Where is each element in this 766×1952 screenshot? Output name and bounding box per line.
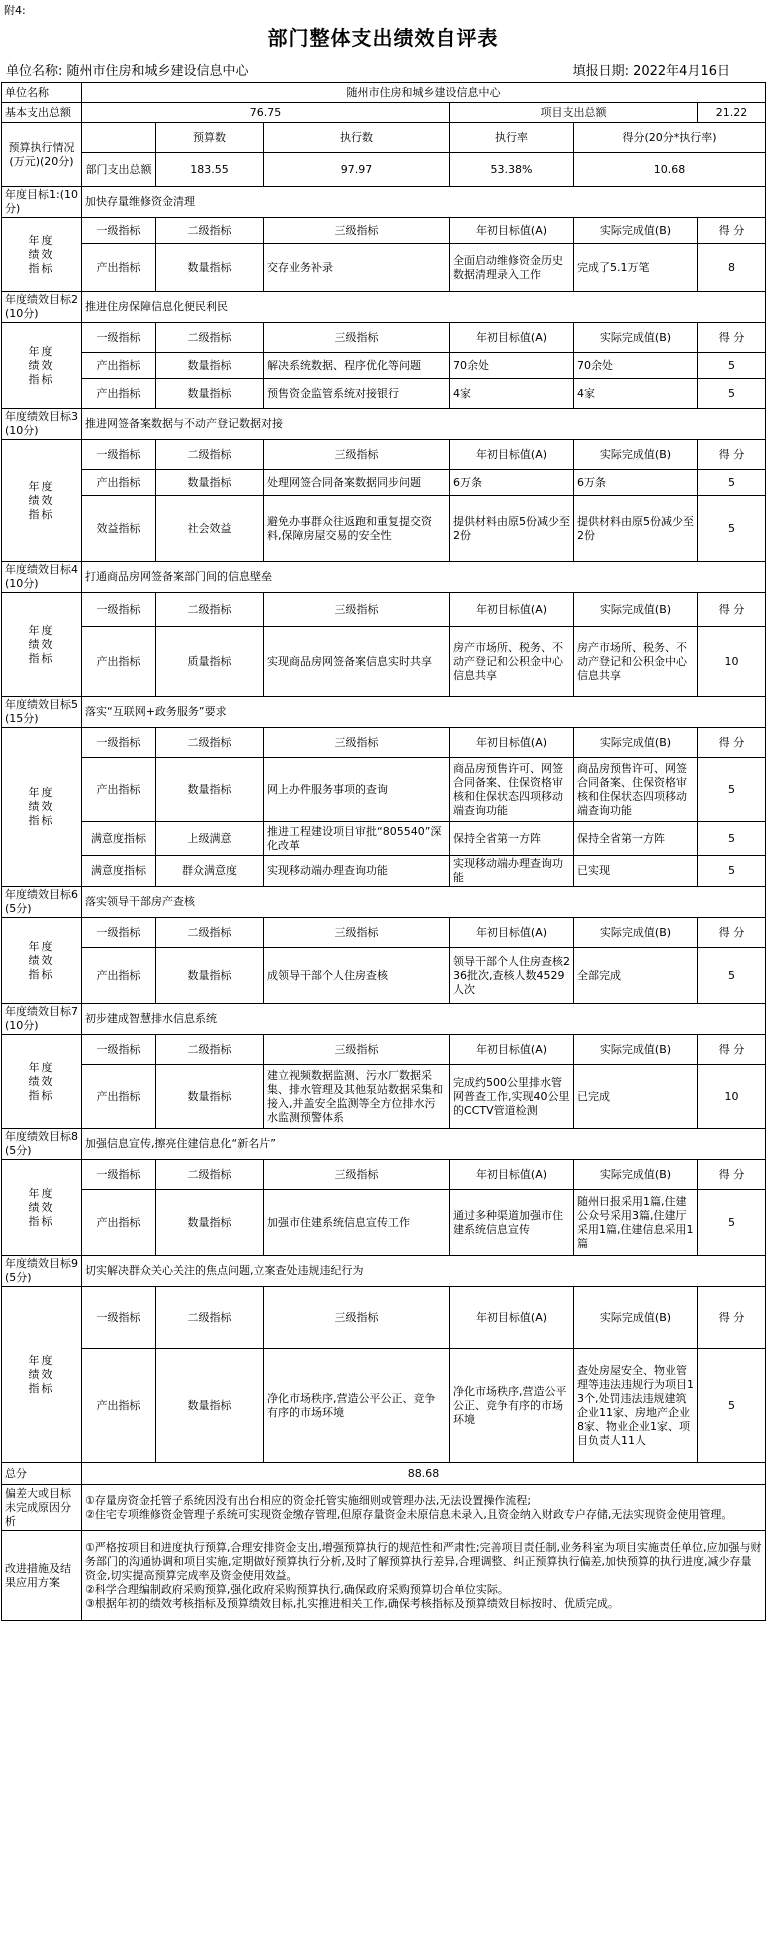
score-header: 得 分 bbox=[698, 218, 766, 244]
level2-header: 二级指标 bbox=[156, 918, 264, 948]
indicator-row bbox=[2, 1065, 766, 1129]
yearly-indicator-label bbox=[2, 1035, 82, 1129]
score-header: 得 分 bbox=[698, 323, 766, 353]
indicator-row bbox=[2, 822, 766, 856]
target-header: 年初目标值(A) bbox=[450, 323, 574, 353]
indicator-header-row bbox=[2, 323, 766, 353]
target-value: 保持全省第一方阵 bbox=[450, 822, 574, 856]
actual-value: 查处房屋安全、物业管理等违法违规行为项目13个,处罚违法违规建筑企业11家、房地产企业8家、物业企业1家、项目负责人11人 bbox=[574, 1349, 698, 1463]
yearly-indicator-word: 年度 bbox=[28, 233, 55, 247]
goal-row bbox=[2, 187, 766, 218]
goal-text: 落实领导干部房产查核 bbox=[82, 887, 766, 918]
level3-header: 三级指标 bbox=[264, 593, 450, 627]
actual-header: 实际完成值(B) bbox=[574, 728, 698, 758]
level2-indicator: 数量指标 bbox=[156, 758, 264, 822]
level2-header: 二级指标 bbox=[156, 1287, 264, 1349]
score-value: 5 bbox=[698, 470, 766, 496]
actual-header: 实际完成值(B) bbox=[574, 1035, 698, 1065]
level1-header: 一级指标 bbox=[82, 440, 156, 470]
level2-header: 二级指标 bbox=[156, 440, 264, 470]
level3-header: 三级指标 bbox=[264, 323, 450, 353]
yearly-indicator-word: 指标 bbox=[28, 651, 55, 665]
level1-header: 一级指标 bbox=[82, 1160, 156, 1190]
score-header: 得 分 bbox=[698, 1035, 766, 1065]
yearly-indicator-word: 指标 bbox=[28, 1088, 55, 1102]
goal-row bbox=[2, 1129, 766, 1160]
target-value: 70余处 bbox=[450, 353, 574, 379]
level2-header: 二级指标 bbox=[156, 1035, 264, 1065]
level2-header: 二级指标 bbox=[156, 728, 264, 758]
basic-expense-label: 基本支出总额 bbox=[2, 103, 82, 123]
level1-indicator: 产出指标 bbox=[82, 470, 156, 496]
unit-row-label: 单位名称 bbox=[2, 83, 82, 103]
budget-value-row bbox=[2, 153, 766, 187]
indicator-row bbox=[2, 1190, 766, 1256]
actual-header: 实际完成值(B) bbox=[574, 440, 698, 470]
yearly-indicator-word: 指标 bbox=[28, 1381, 55, 1395]
level1-indicator: 产出指标 bbox=[82, 627, 156, 697]
level1-indicator: 产出指标 bbox=[82, 244, 156, 292]
indicator-row bbox=[2, 244, 766, 292]
actual-header: 实际完成值(B) bbox=[574, 593, 698, 627]
yearly-indicator-word: 绩效 bbox=[28, 358, 55, 372]
level1-indicator: 产出指标 bbox=[82, 379, 156, 409]
score-header: 得 分 bbox=[698, 1287, 766, 1349]
score-value: 10 bbox=[698, 1065, 766, 1129]
score-header: 得 分 bbox=[698, 1160, 766, 1190]
level1-header: 一级指标 bbox=[82, 728, 156, 758]
yearly-indicator-word: 指标 bbox=[28, 814, 55, 827]
level3-indicator: 加强市住建系统信息宣传工作 bbox=[264, 1190, 450, 1256]
actual-header: 实际完成值(B) bbox=[574, 918, 698, 948]
goal-row bbox=[2, 887, 766, 918]
evaluation-table bbox=[1, 82, 766, 1621]
level1-header: 一级指标 bbox=[82, 1035, 156, 1065]
level3-indicator: 处理网签合同备案数据同步问题 bbox=[264, 470, 450, 496]
goal-row bbox=[2, 409, 766, 440]
yearly-indicator-label bbox=[2, 323, 82, 409]
level2-indicator: 社会效益 bbox=[156, 496, 264, 562]
indicator-row bbox=[2, 758, 766, 822]
actual-value: 保持全省第一方阵 bbox=[574, 822, 698, 856]
score-value: 5 bbox=[698, 856, 766, 887]
actual-value: 随州日报采用1篇,住建公众号采用3篇,住建厅采用1篇,住建信息采用1篇 bbox=[574, 1190, 698, 1256]
score-header: 得 分 bbox=[698, 440, 766, 470]
actual-value: 已实现 bbox=[574, 856, 698, 887]
goal-row bbox=[2, 697, 766, 728]
yearly-indicator-word: 指标 bbox=[28, 1214, 55, 1228]
indicator-row bbox=[2, 627, 766, 697]
yearly-indicator-word: 绩效 bbox=[28, 637, 55, 651]
level2-header: 二级指标 bbox=[156, 218, 264, 244]
budget-number-header: 预算数 bbox=[156, 123, 264, 153]
level3-indicator: 推进工程建设项目审批“805540”深化改革 bbox=[264, 822, 450, 856]
yearly-indicator-word: 年度 bbox=[28, 479, 55, 493]
target-header: 年初目标值(A) bbox=[450, 1160, 574, 1190]
target-value: 6万条 bbox=[450, 470, 574, 496]
actual-value: 4家 bbox=[574, 379, 698, 409]
level1-header: 一级指标 bbox=[82, 323, 156, 353]
target-value: 领导干部个人住房查核236批次,查核人数4529人次 bbox=[450, 948, 574, 1004]
target-value: 提供材料由原5份减少至2份 bbox=[450, 496, 574, 562]
target-header: 年初目标值(A) bbox=[450, 218, 574, 244]
indicator-row bbox=[2, 856, 766, 887]
indicator-header-row bbox=[2, 218, 766, 244]
actual-value: 商品房预售许可、网签合同备案、住保资格审核和住保状态四项移动端查询功能 bbox=[574, 758, 698, 822]
level1-indicator: 产出指标 bbox=[82, 758, 156, 822]
actual-header: 实际完成值(B) bbox=[574, 1287, 698, 1349]
yearly-indicator-word: 绩效 bbox=[28, 1367, 55, 1381]
level2-indicator: 上级满意 bbox=[156, 822, 264, 856]
level1-header: 一级指标 bbox=[82, 918, 156, 948]
level3-indicator: 建立视频数据监测、污水厂数据采集、排水管理及其他泵站数据采集和接入,并盖安全监测等全方位排水污水监测预警体系 bbox=[264, 1065, 450, 1129]
yearly-indicator-word: 年度 bbox=[28, 1186, 55, 1200]
indicator-header-row bbox=[2, 593, 766, 627]
improvement-row bbox=[2, 1531, 766, 1621]
level3-header: 三级指标 bbox=[264, 440, 450, 470]
level1-header: 一级指标 bbox=[82, 593, 156, 627]
yearly-indicator-word: 年度 bbox=[28, 939, 55, 953]
level2-indicator: 数量指标 bbox=[156, 244, 264, 292]
improvement-label: 改进措施及结果应用方案 bbox=[2, 1531, 82, 1621]
executed-header: 执行数 bbox=[264, 123, 450, 153]
project-expense-label: 项目支出总额 bbox=[450, 103, 698, 123]
score-value: 8 bbox=[698, 244, 766, 292]
goal-row bbox=[2, 1004, 766, 1035]
total-row bbox=[2, 1463, 766, 1485]
total-value: 88.68 bbox=[82, 1463, 766, 1485]
level3-indicator: 实现商品房网签备案信息实时共享 bbox=[264, 627, 450, 697]
score-value: 5 bbox=[698, 496, 766, 562]
indicator-row bbox=[2, 1349, 766, 1463]
level1-indicator: 产出指标 bbox=[82, 353, 156, 379]
level1-indicator: 产出指标 bbox=[82, 1065, 156, 1129]
level1-indicator: 产出指标 bbox=[82, 1190, 156, 1256]
level3-indicator: 网上办件服务事项的查询 bbox=[264, 758, 450, 822]
budget-score-value: 10.68 bbox=[574, 153, 766, 187]
department-total-label: 部门支出总额 bbox=[82, 153, 156, 187]
indicator-row bbox=[2, 379, 766, 409]
unit-name-value: 随州市住房和城乡建设信息中心 bbox=[66, 64, 249, 79]
actual-value: 完成了5.1万笔 bbox=[574, 244, 698, 292]
actual-header: 实际完成值(B) bbox=[574, 218, 698, 244]
level3-header: 三级指标 bbox=[264, 1035, 450, 1065]
level3-header: 三级指标 bbox=[264, 218, 450, 244]
actual-value: 已完成 bbox=[574, 1065, 698, 1129]
actual-value: 提供材料由原5份减少至2份 bbox=[574, 496, 698, 562]
goal-label: 年度绩效目标5(15分) bbox=[2, 697, 82, 728]
score-value: 5 bbox=[698, 1349, 766, 1463]
target-header: 年初目标值(A) bbox=[450, 593, 574, 627]
yearly-indicator-label bbox=[2, 728, 82, 887]
deviation-label: 偏差大或目标未完成原因分析 bbox=[2, 1485, 82, 1531]
yearly-indicator-word: 指标 bbox=[28, 507, 55, 521]
indicator-header-row bbox=[2, 440, 766, 470]
basic-expense-value: 76.75 bbox=[82, 103, 450, 123]
goal-text: 切实解决群众关心关注的焦点问题,立案查处违规违纪行为 bbox=[82, 1256, 766, 1287]
yearly-indicator-label bbox=[2, 1287, 82, 1463]
level3-indicator: 解决系统数据、程序优化等问题 bbox=[264, 353, 450, 379]
level1-header: 一级指标 bbox=[82, 1287, 156, 1349]
level2-indicator: 群众满意度 bbox=[156, 856, 264, 887]
goal-text: 加强信息宣传,擦亮住建信息化“新名片” bbox=[82, 1129, 766, 1160]
target-value: 商品房预售许可、网签合同备案、住保资格审核和住保状态四项移动端查询功能 bbox=[450, 758, 574, 822]
indicator-header-row bbox=[2, 728, 766, 758]
unit-row-value: 随州市住房和城乡建设信息中心 bbox=[82, 83, 766, 103]
goal-label: 年度绩效目标8(5分) bbox=[2, 1129, 82, 1160]
yearly-indicator-word: 指标 bbox=[28, 372, 55, 386]
level1-indicator: 效益指标 bbox=[82, 496, 156, 562]
indicator-header-row bbox=[2, 918, 766, 948]
goal-text: 推进住房保障信息化便民利民 bbox=[82, 292, 766, 323]
score-value: 5 bbox=[698, 948, 766, 1004]
indicator-header-row bbox=[2, 1160, 766, 1190]
actual-header: 实际完成值(B) bbox=[574, 1160, 698, 1190]
improvement-text bbox=[82, 1531, 766, 1621]
yearly-indicator-label bbox=[2, 218, 82, 292]
level2-indicator: 数量指标 bbox=[156, 379, 264, 409]
target-value: 完成约500公里排水管网普查工作,实现40公里的CCTV管道检测 bbox=[450, 1065, 574, 1129]
unit-name-label: 单位名称: bbox=[6, 64, 63, 79]
target-value: 通过多种渠道加强市住建系统信息宣传 bbox=[450, 1190, 574, 1256]
yearly-indicator-word: 绩效 bbox=[28, 493, 55, 507]
budget-label: 预算执行情况(万元)(20分) bbox=[2, 123, 82, 187]
executed-value: 97.97 bbox=[264, 153, 450, 187]
level3-indicator: 成领导干部个人住房查核 bbox=[264, 948, 450, 1004]
target-header: 年初目标值(A) bbox=[450, 1035, 574, 1065]
level3-indicator: 避免办事群众往返跑和重复提交资料,保障房屋交易的安全性 bbox=[264, 496, 450, 562]
level2-indicator: 数量指标 bbox=[156, 1190, 264, 1256]
actual-value: 全部完成 bbox=[574, 948, 698, 1004]
level1-indicator: 满意度指标 bbox=[82, 856, 156, 887]
fill-date: 填报日期: 2022年4月16日 bbox=[572, 64, 730, 79]
yearly-indicator-word: 指标 bbox=[28, 967, 55, 981]
yearly-indicator-word: 年度 bbox=[28, 786, 55, 799]
yearly-indicator-label bbox=[2, 593, 82, 697]
score-value: 5 bbox=[698, 379, 766, 409]
deviation-row bbox=[2, 1485, 766, 1531]
target-value: 全面启动维修资金历史数据清理录入工作 bbox=[450, 244, 574, 292]
indicator-row bbox=[2, 496, 766, 562]
score-header: 得 分 bbox=[698, 728, 766, 758]
yearly-indicator-word: 年度 bbox=[28, 1060, 55, 1074]
score-value: 5 bbox=[698, 822, 766, 856]
goal-label: 年度绩效目标3(10分) bbox=[2, 409, 82, 440]
yearly-indicator-word: 年度 bbox=[28, 344, 55, 358]
actual-value: 6万条 bbox=[574, 470, 698, 496]
header-info bbox=[6, 57, 760, 79]
target-value: 4家 bbox=[450, 379, 574, 409]
yearly-indicator-label bbox=[2, 1160, 82, 1256]
level3-header: 三级指标 bbox=[264, 918, 450, 948]
level2-indicator: 数量指标 bbox=[156, 353, 264, 379]
actual-value: 70余处 bbox=[574, 353, 698, 379]
actual-header: 实际完成值(B) bbox=[574, 323, 698, 353]
project-expense-value: 21.22 bbox=[698, 103, 766, 123]
level3-header: 三级指标 bbox=[264, 1287, 450, 1349]
target-header: 年初目标值(A) bbox=[450, 918, 574, 948]
page-title: 部门整体支出绩效自评表 bbox=[267, 26, 499, 50]
level3-indicator: 净化市场秩序,营造公平公正、竞争有序的市场环境 bbox=[264, 1349, 450, 1463]
execution-rate-header: 执行率 bbox=[450, 123, 574, 153]
goal-label: 年度绩效目标4(10分) bbox=[2, 562, 82, 593]
level3-indicator: 交存业务补录 bbox=[264, 244, 450, 292]
budget-empty-cell bbox=[82, 123, 156, 153]
goal-row bbox=[2, 292, 766, 323]
basic-row bbox=[2, 103, 766, 123]
level3-header: 三级指标 bbox=[264, 728, 450, 758]
goal-row bbox=[2, 1256, 766, 1287]
level2-indicator: 数量指标 bbox=[156, 1065, 264, 1129]
level2-header: 二级指标 bbox=[156, 1160, 264, 1190]
unit-name bbox=[6, 60, 249, 79]
improvement-line: ①严格按项目和进度执行预算,合理安排资金支出,增强预算执行的规范性和严肃性;完善项目责任制,业务科室为项目实施责任单位,应加强与财务部门的沟通协调和项目实施,定期做好预算执行分析,及时了解预算执行差异,合理调整、纠正预算执行偏差,加快预算的执行进度,减少存量资金,切实提高预算完成率及资金使用效益。 bbox=[85, 1540, 762, 1582]
level2-indicator: 数量指标 bbox=[156, 470, 264, 496]
indicator-header-row bbox=[2, 1035, 766, 1065]
deviation-line: ②住宅专项维修资金管理子系统可实现资金缴存管理,但原存量资金未原信息未录入,且资金纳入财政专户存储,无法实现资金使用管理。 bbox=[85, 1507, 733, 1521]
level2-indicator: 数量指标 bbox=[156, 1349, 264, 1463]
yearly-indicator-word: 绩效 bbox=[28, 800, 55, 813]
unit-row bbox=[2, 83, 766, 103]
yearly-indicator-word: 绩效 bbox=[28, 953, 55, 967]
yearly-indicator-word: 绩效 bbox=[28, 1074, 55, 1088]
level3-indicator: 实现移动端办理查询功能 bbox=[264, 856, 450, 887]
score-header: 得 分 bbox=[698, 918, 766, 948]
level2-indicator: 数量指标 bbox=[156, 948, 264, 1004]
budget-header-row bbox=[2, 123, 766, 153]
yearly-indicator-word: 绩效 bbox=[28, 247, 55, 261]
score-value: 5 bbox=[698, 353, 766, 379]
level1-indicator: 产出指标 bbox=[82, 1349, 156, 1463]
execution-rate-value: 53.38% bbox=[450, 153, 574, 187]
goal-text: 初步建成智慧排水信息系统 bbox=[82, 1004, 766, 1035]
actual-value: 房产市场所、税务、不动产登记和公积金中心信息共享 bbox=[574, 627, 698, 697]
target-header: 年初目标值(A) bbox=[450, 1287, 574, 1349]
goal-label: 年度绩效目标6(5分) bbox=[2, 887, 82, 918]
goal-row bbox=[2, 562, 766, 593]
level2-indicator: 质量指标 bbox=[156, 627, 264, 697]
yearly-indicator-label bbox=[2, 918, 82, 1004]
total-label: 总分 bbox=[2, 1463, 82, 1485]
level1-header: 一级指标 bbox=[82, 218, 156, 244]
indicator-row bbox=[2, 470, 766, 496]
improvement-line: ②科学合理编制政府采购预算,强化政府采购预算执行,确保政府采购预算切合单位实际。 bbox=[85, 1582, 509, 1596]
score-header: 得 分 bbox=[698, 593, 766, 627]
yearly-indicator-word: 年度 bbox=[28, 1353, 55, 1367]
yearly-indicator-word: 指标 bbox=[28, 261, 55, 275]
target-header: 年初目标值(A) bbox=[450, 440, 574, 470]
goal-text: 打通商品房网签备案部门间的信息壁垒 bbox=[82, 562, 766, 593]
goal-text: 加快存量维修资金清理 bbox=[82, 187, 766, 218]
attachment-label: 附4: bbox=[4, 4, 26, 17]
indicator-row bbox=[2, 948, 766, 1004]
indicator-header-row bbox=[2, 1287, 766, 1349]
goal-label: 年度绩效目标2(10分) bbox=[2, 292, 82, 323]
score-value: 10 bbox=[698, 627, 766, 697]
budget-number-value: 183.55 bbox=[156, 153, 264, 187]
yearly-indicator-label bbox=[2, 440, 82, 562]
target-value: 实现移动端办理查询功能 bbox=[450, 856, 574, 887]
yearly-indicator-word: 年度 bbox=[28, 623, 55, 637]
goal-label: 年度目标1:(10分) bbox=[2, 187, 82, 218]
level3-header: 三级指标 bbox=[264, 1160, 450, 1190]
score-value: 5 bbox=[698, 758, 766, 822]
goal-label: 年度绩效目标7(10分) bbox=[2, 1004, 82, 1035]
level2-header: 二级指标 bbox=[156, 323, 264, 353]
goal-text: 落实“互联网+政务服务”要求 bbox=[82, 697, 766, 728]
level1-indicator: 满意度指标 bbox=[82, 822, 156, 856]
score-value: 5 bbox=[698, 1190, 766, 1256]
goal-text: 推进网签备案数据与不动产登记数据对接 bbox=[82, 409, 766, 440]
deviation-line: ①存量房资金托管子系统因没有出台相应的资金托管实施细则或管理办法,无法设置操作流程; bbox=[85, 1493, 532, 1507]
level2-header: 二级指标 bbox=[156, 593, 264, 627]
goal-label: 年度绩效目标9(5分) bbox=[2, 1256, 82, 1287]
level1-indicator: 产出指标 bbox=[82, 948, 156, 1004]
improvement-line: ③根据年初的绩效考核指标及预算绩效目标,扎实推进相关工作,确保考核指标及预算绩效目标按时、优质完成。 bbox=[85, 1596, 619, 1610]
target-header: 年初目标值(A) bbox=[450, 728, 574, 758]
yearly-indicator-word: 绩效 bbox=[28, 1200, 55, 1214]
indicator-row bbox=[2, 353, 766, 379]
target-value: 净化市场秩序,营造公平公正、竞争有序的市场环境 bbox=[450, 1349, 574, 1463]
budget-score-header: 得分(20分*执行率) bbox=[574, 123, 766, 153]
target-value: 房产市场所、税务、不动产登记和公积金中心信息共享 bbox=[450, 627, 574, 697]
deviation-text bbox=[82, 1485, 766, 1531]
level3-indicator: 预售资金监管系统对接银行 bbox=[264, 379, 450, 409]
